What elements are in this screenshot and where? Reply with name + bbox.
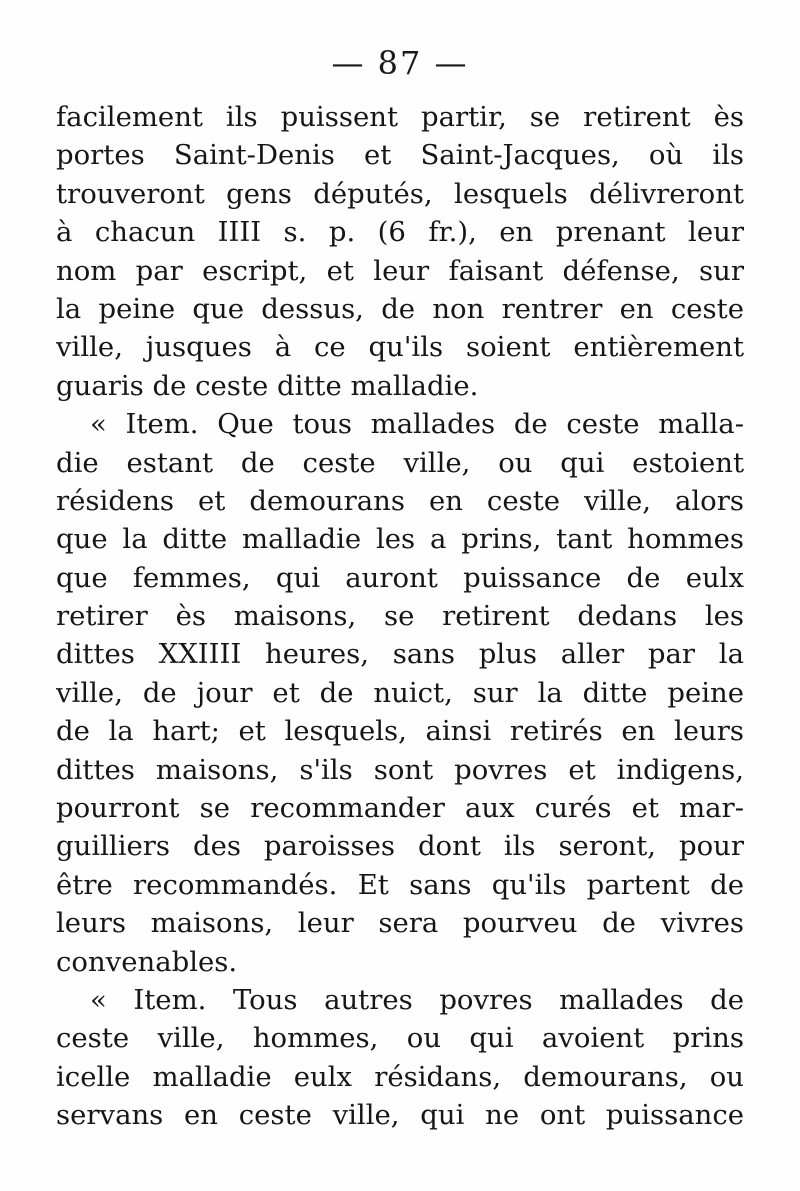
text-line: pourront se recommander aux curés et mar-: [56, 792, 744, 825]
text-line: portes Saint-Denis et Saint-Jacques, où ils: [56, 139, 744, 172]
text-line: dittes XXIIII heures, sans plus aller par la: [56, 638, 744, 671]
text-line: guaris de ceste ditte malladie.: [56, 369, 479, 402]
text-line: résidens et demourans en ceste ville, alors: [56, 484, 744, 517]
text-line: dittes maisons, s'ils sont povres et indigens,: [56, 753, 744, 786]
text-line: guilliers des paroisses dont ils seront, pour: [56, 830, 744, 863]
text-line: la peine que dessus, de non rentrer en ceste: [56, 292, 744, 325]
text-line: que femmes, qui auront puissance de eulx: [56, 561, 744, 594]
text-line: « Item. Tous autres povres mallades de: [90, 983, 744, 1016]
text-line: ville, jusques à ce qu'ils soient entièrement: [56, 331, 744, 364]
text-line: convenables.: [56, 945, 238, 978]
text-line: nom par escript, et leur faisant défense, sur: [56, 254, 744, 287]
text-line: die estant de ceste ville, ou qui estoient: [56, 446, 744, 479]
page-number: — 87 —: [331, 44, 469, 82]
text-line: que la ditte malladie les a prins, tant hommes: [56, 523, 744, 556]
text-line: servans en ceste ville, qui ne ont puissance: [56, 1099, 744, 1132]
text-line: être recommandés. Et sans qu'ils partent de: [56, 868, 744, 901]
text-line: retirer ès maisons, se retirent dedans les: [56, 600, 744, 633]
text-line: icelle malladie eulx résidans, demourans, ou: [56, 1060, 744, 1093]
text-line: ville, de jour et de nuict, sur la ditte peine: [56, 676, 744, 709]
text-line: ceste ville, hommes, ou qui avoient prins: [56, 1022, 744, 1055]
text-line: trouveront gens députés, lesquels délivreront: [56, 177, 744, 210]
text-line: facilement ils puissent partir, se retirent ès: [56, 101, 744, 133]
text-line: à chacun IIII s. p. (6 fr.), en prenant leur: [56, 216, 744, 249]
text-line: de la hart; et lesquels, ainsi retirés en leurs: [56, 715, 744, 748]
text-line: « Item. Que tous mallades de ceste malla-: [90, 408, 744, 441]
text-line: leurs maisons, leur sera pourveu de vivres: [56, 907, 744, 940]
body-text: [56, 98, 744, 1135]
